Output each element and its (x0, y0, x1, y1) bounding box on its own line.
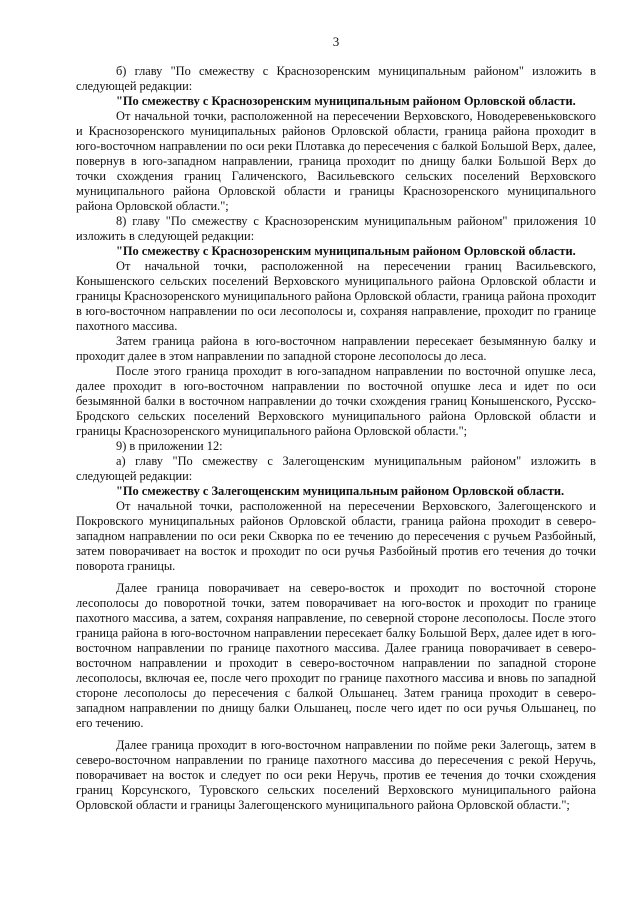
paragraph-amendment-9a: а) главу "По смежеству с Залегощенским муниципальным районом" изложить в следующей редакции: (76, 454, 596, 483)
paragraph-amendment-8: 8) главу "По смежеству с Краснозоренским муниципальным районом" приложения 10 изложить в следующей редакции: (76, 214, 596, 243)
paragraph-boundary-krasnozorensky-1: От начальной точки, расположенной на пересечении Верховского, Новодеревеньковского и Краснозоренского муниципальных районов Орловской области, граница района проходит в юго-восточном направлении по оси реки Плотавка до пересечения с балкой Большой Верх, далее, повернув в юго-западном направлении, граница проходит по днищу балки Большой Верх до точки схождения границ Галиченского, Васильевского сельских поселений Верховского муниципального района Орловской области и границы Краснозоренского муниципального района Орловской области."; (76, 109, 596, 213)
page-number: 3 (332, 34, 340, 49)
document-page (76, 34, 596, 813)
paragraph-boundary-krasnozorensky-2b: Затем граница района в юго-восточном направлении пересекает безымянную балку и проходит далее в этом направлении по западной стороне лесополосы до леса. (76, 334, 596, 363)
paragraph-boundary-zalegoshchensky-b: Далее граница поворачивает на северо-восток и проходит по восточной стороне лесополосы до поворотной точки, затем поворачивает на юго-восток и проходит по границе пахотного массива, а затем, сохраняя направление, по северной стороне лесополосы. После этого граница района в юго-восточном направлении пересекает балку Большой Верх, далее идет в юго-восточном направлении по границе пахотного массива. Далее граница поворачивает в северо-восточном направлении и проходит в северо-восточном направлении по западной стороне лесополосы, включая ее, после чего проходит по границе пахотного массива и вновь по западной стороне лесополосы до пересечения с балкой Ольшанец. Затем граница проходит в северо-западном направлении по днищу балки Ольшанец, после чего идет по оси ручья Ольшанец, по его течению. (76, 581, 596, 730)
paragraph-boundary-zalegoshchensky-a: От начальной точки, расположенной на пересечении Верховского, Залегощенского и Покровского муниципальных районов Орловской области, граница района проходит в северо-западном направлении по оси реки Скворка по ее течению до пересечения с ручьем Разбойный, затем поворачивает на восток и проходит по оси ручья Разбойный против его течения до точки поворота границы. (76, 499, 596, 573)
paragraph-amendment-b: б) главу "По смежеству с Краснозоренским муниципальным районом" изложить в следующей редакции: (76, 64, 596, 93)
heading-krasnozorensky-2: "По смежеству с Краснозоренским муниципальным районом Орловской области. (116, 244, 576, 258)
heading-krasnozorensky-1: "По смежеству с Краснозоренским муниципальным районом Орловской области. (116, 94, 576, 108)
paragraph-boundary-zalegoshchensky-c: Далее граница проходит в юго-восточном направлении по пойме реки Залегощь, затем в северо-восточном направлении по границе пахотного массива до пересечения с рекой Неручь, поворачивает на восток и следует по оси реки Неручь, против ее течения до точки схождения границ Корсунского, Туровского сельских поселений Верховского муниципального района Орловской области и границы Залегощенского муниципального района Орловской области."; (76, 738, 596, 812)
paragraph-boundary-krasnozorensky-2a: От начальной точки, расположенной на пересечении границ Васильевского, Конышенского сельских поселений Верховского муниципального района Орловской области и границы Краснозоренского муниципального района Орловской области, граница района проходит в юго-восточном направлении по оси лесополосы и, сохраняя направление, проходит по границе пахотного массива. (76, 259, 596, 333)
paragraph-amendment-9: 9) в приложении 12: (116, 439, 223, 453)
heading-zalegoshchensky: "По смежеству с Залегощенским муниципальным районом Орловской области. (116, 484, 565, 498)
paragraph-boundary-krasnozorensky-2c: После этого граница проходит в юго-западном направлении по восточной опушке леса, далее проходит в юго-восточном направлении по восточной опушке леса и идет по оси безымянной балки в восточном направлении до точки схождения границ Конышенского, Русско-Бродского сельских поселений Верховского муниципального района Орловской области и границы Краснозоренского муниципального района Орловской области."; (76, 364, 596, 438)
